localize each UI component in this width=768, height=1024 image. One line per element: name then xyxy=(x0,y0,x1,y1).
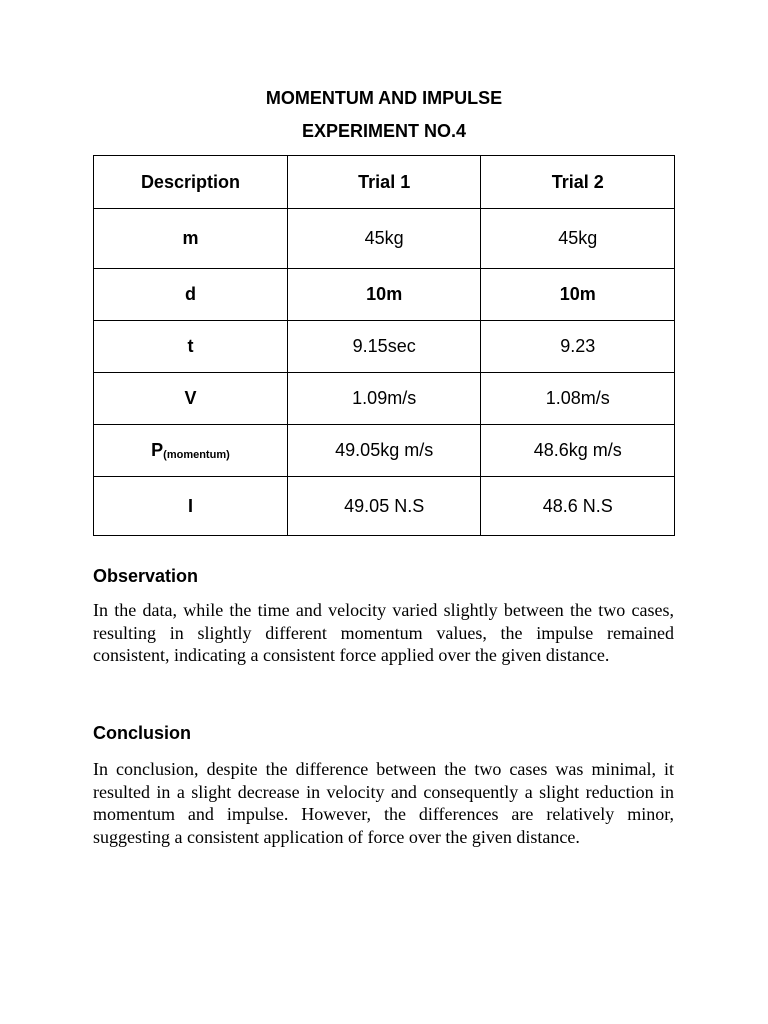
table-row xyxy=(94,269,675,321)
observation-heading: Observation xyxy=(93,566,199,586)
trial-1-value: 1.09m/s xyxy=(287,373,481,425)
document-title: MOMENTUM AND IMPULSE xyxy=(265,88,503,108)
table-row xyxy=(94,425,675,477)
trial-2-value: 48.6kg m/s xyxy=(481,425,675,477)
row-label-subscript: (momentum) xyxy=(163,449,230,461)
row-label: P xyxy=(151,440,164,460)
trial-1-value: 9.15sec xyxy=(287,321,481,373)
row-label-cell xyxy=(94,425,288,477)
trial-2-value: 48.6 N.S xyxy=(481,477,675,536)
trial-1-value: 49.05 N.S xyxy=(287,477,481,536)
table-header-row xyxy=(94,156,675,209)
observation-text: In the data, while the time and velocity varied slightly between the two cases, resulting in slightly different momentum values, the impulse remained consistent, indicating a consistent force applied over the given distance. xyxy=(93,600,674,665)
trial-2-value: 1.08m/s xyxy=(481,373,675,425)
row-label: m xyxy=(94,209,288,269)
trial-1-value: 10m xyxy=(287,269,481,321)
row-label: d xyxy=(94,269,288,321)
table-row xyxy=(94,321,675,373)
document-subtitle: EXPERIMENT NO.4 xyxy=(301,121,467,141)
trial-2-value: 10m xyxy=(481,269,675,321)
header-trial-1: Trial 1 xyxy=(287,156,481,209)
trial-1-value: 49.05kg m/s xyxy=(287,425,481,477)
table-row xyxy=(94,209,675,269)
conclusion-heading: Conclusion xyxy=(93,723,191,743)
row-label: t xyxy=(94,321,288,373)
header-trial-2: Trial 2 xyxy=(481,156,675,209)
table-row xyxy=(94,477,675,536)
trial-2-value: 9.23 xyxy=(481,321,675,373)
row-label: I xyxy=(94,477,288,536)
conclusion-text: In conclusion, despite the difference between the two cases was minimal, it resulted in a slight decrease in velocity and consequently a slight reduction in momentum and impulse. However, the differences are relatively minor, suggesting a consistent application of force over the given distance. xyxy=(93,759,674,847)
row-label: V xyxy=(94,373,288,425)
trial-1-value: 45kg xyxy=(287,209,481,269)
data-table xyxy=(93,155,675,536)
table-row xyxy=(94,373,675,425)
header-description: Description xyxy=(94,156,288,209)
trial-2-value: 45kg xyxy=(481,209,675,269)
